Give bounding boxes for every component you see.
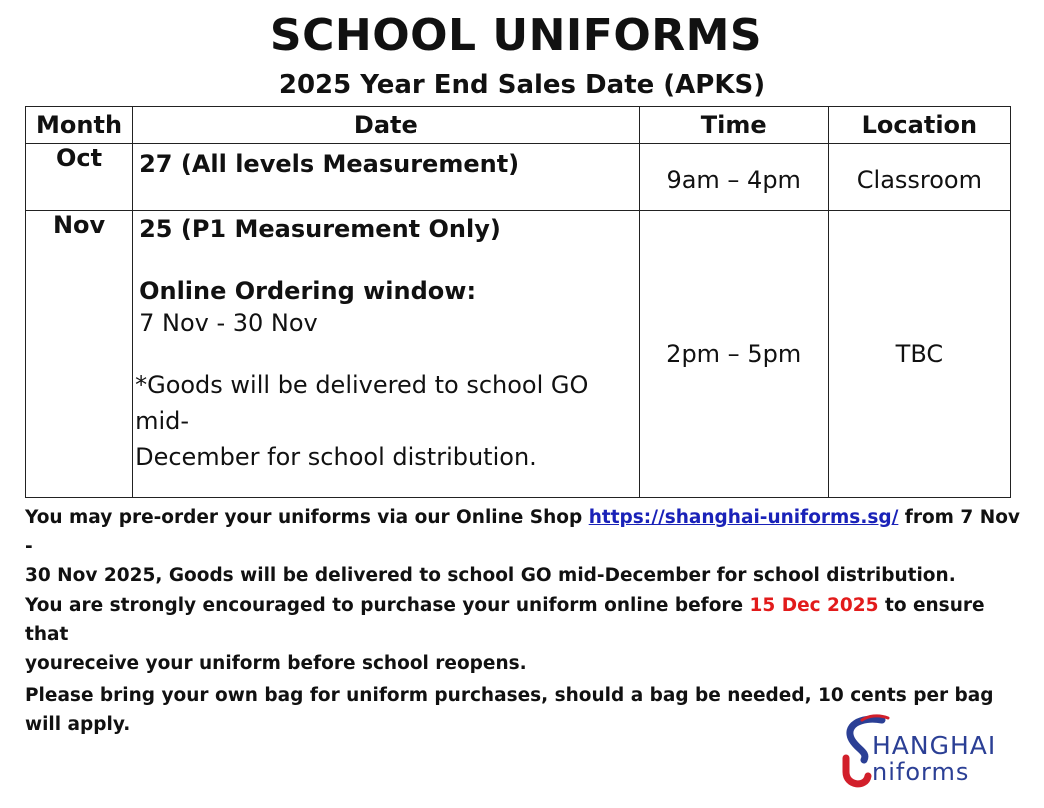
header-month: Month [26, 107, 133, 144]
month-cell: Nov [26, 211, 133, 498]
delivery-note-line2: December for school distribution. [135, 443, 537, 471]
bag-note-line1: Please bring your own bag for uniform purchases, should a bag be needed, 10 cents per bag [25, 685, 994, 706]
preorder-text: You may pre-order your uniforms via our Online Shop [25, 507, 589, 528]
deadline-date: 15 Dec 2025 [749, 595, 879, 616]
purchase-deadline-paragraph [25, 591, 1025, 678]
header-date: Date [133, 107, 640, 144]
table-row [26, 144, 1011, 211]
date-main: 27 (All levels Measurement) [139, 150, 520, 178]
online-ordering-dates: 7 Nov - 30 Nov [139, 309, 318, 337]
logo-text-bottom: niforms [872, 758, 970, 786]
header-location: Location [828, 107, 1010, 144]
location-cell [828, 144, 1010, 211]
date-cell [133, 211, 640, 498]
page-subtitle: 2025 Year End Sales Date (APKS) [278, 70, 766, 100]
shanghai-uniforms-logo [838, 712, 1018, 792]
preorder-text-cont: from 7 Nov - [25, 507, 1020, 557]
preorder-text-line2: 30 Nov 2025, Goods will be delivered to school GO mid-December for school distribution. [25, 565, 956, 586]
delivery-note [133, 367, 639, 475]
schedule-table [25, 106, 1011, 498]
location-value: Classroom [856, 166, 982, 194]
page-title: SCHOOL UNIFORMS [269, 10, 763, 61]
date-main: 25 (P1 Measurement Only) [139, 215, 501, 243]
bag-note-line2: will apply. [25, 714, 131, 735]
time-value: 9am – 4pm [666, 166, 801, 194]
preorder-paragraph [25, 503, 1025, 590]
table-row [26, 211, 1011, 498]
logo-text-top: HANGHAI [872, 731, 997, 760]
time-cell [639, 211, 828, 498]
online-ordering-label: Online Ordering window: [139, 277, 477, 305]
table-header-row [26, 107, 1011, 144]
location-cell [828, 211, 1010, 498]
deadline-text: You are strongly encouraged to purchase your uniform online before [25, 595, 750, 616]
delivery-note-line1: *Goods will be delivered to school GO mid- [135, 371, 589, 435]
deadline-text-line2: youreceive your uniform before school reopens. [25, 653, 527, 674]
month-cell: Oct [26, 144, 133, 211]
location-value: TBC [895, 340, 944, 368]
deadline-text-cont: to ensure that [25, 595, 985, 645]
online-shop-link[interactable]: https://shanghai-uniforms.sg/ [588, 507, 899, 528]
date-cell [133, 144, 640, 211]
time-cell [639, 144, 828, 211]
time-value: 2pm – 5pm [666, 340, 802, 368]
header-time: Time [639, 107, 828, 144]
